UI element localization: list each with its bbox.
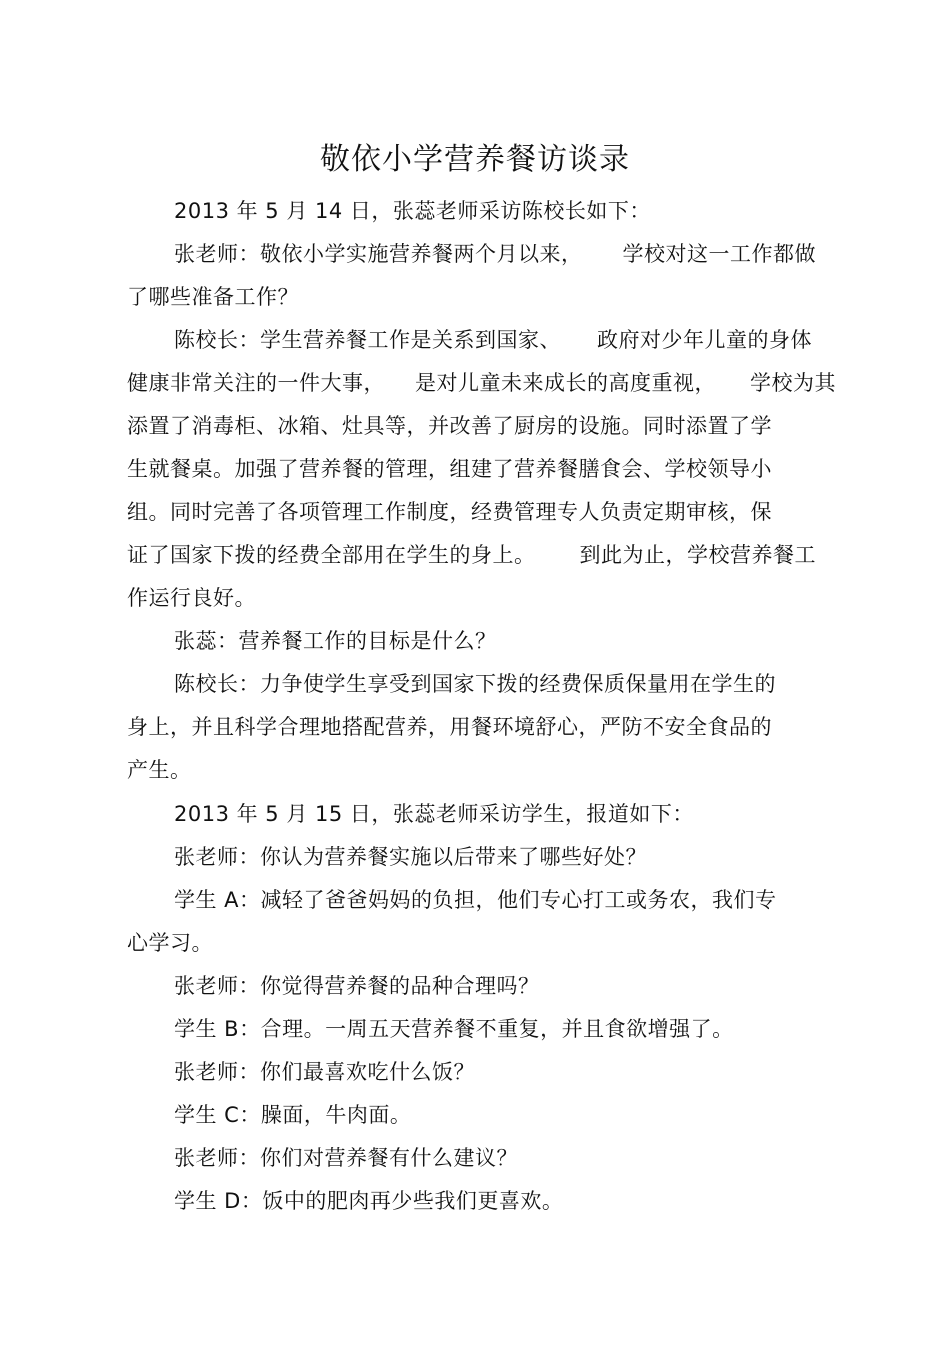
- text-segment: 张老师：敬依小学实施营养餐两个月以来，: [174, 242, 583, 266]
- paragraph-line: 张老师：你认为营养餐实施以后带来了哪些好处？: [174, 845, 647, 869]
- paragraph-line: 学生 B：合理。一周五天营养餐不重复，并且食欲增强了。: [174, 1017, 734, 1041]
- paragraph-line: 张蕊：营养餐工作的目标是什么？: [174, 629, 497, 653]
- paragraph-line: 了哪些准备工作？: [127, 285, 299, 309]
- paragraph-line: [127, 540, 816, 570]
- text-segment: 健康非常关注的一件大事，: [127, 371, 385, 395]
- interview-date-line-1: 2013 年 5 月 14 日，张蕊老师采访陈校长如下：: [174, 199, 651, 223]
- paragraph-line: 学生 D：饭中的肥肉再少些我们更喜欢。: [174, 1189, 564, 1213]
- paragraph-line: 张老师：你们对营养餐有什么建议？: [174, 1146, 518, 1170]
- text-segment: 是对儿童未来成长的高度重视，: [415, 371, 716, 395]
- paragraph-line: 心学习。: [127, 931, 213, 955]
- text-segment: 证了国家下拨的经费全部用在学生的身上。: [127, 543, 536, 567]
- text-segment: 学校对这一工作都做: [622, 242, 816, 266]
- document-title: 敬依小学营养餐访谈录: [320, 142, 630, 177]
- paragraph-line: 身上，并且科学合理地搭配营养，用餐环境舒心，严防不安全食品的: [127, 715, 772, 739]
- paragraph-line: 生就餐桌。加强了营养餐的管理，组建了营养餐膳食会、学校领导小: [127, 457, 772, 481]
- paragraph-line: 张老师：你们最喜欢吃什么饭？: [174, 1060, 475, 1084]
- paragraph-line: 陈校长：力争使学生享受到国家下拨的经费保质保量用在学生的: [174, 672, 776, 696]
- paragraph-line: 张老师：你觉得营养餐的品种合理吗？: [174, 974, 540, 998]
- paragraph-line: 学生 C：臊面，牛肉面。: [174, 1103, 412, 1127]
- text-segment: 陈校长：学生营养餐工作是关系到国家、: [174, 328, 561, 352]
- paragraph-line: [127, 368, 836, 398]
- interview-date-line-2: 2013 年 5 月 15 日，张蕊老师采访学生，报道如下：: [174, 802, 694, 826]
- paragraph-line: [174, 325, 812, 355]
- text-segment: 到此为止，学校营养餐工: [579, 543, 816, 567]
- paragraph-line: 组。同时完善了各项管理工作制度，经费管理专人负责定期审核，保: [127, 500, 772, 524]
- paragraph-line: 添置了消毒柜、冰箱、灶具等，并改善了厨房的设施。同时添置了学: [127, 414, 772, 438]
- paragraph-line: 学生 A：减轻了爸爸妈妈的负担，他们专心打工或务农，我们专: [174, 888, 777, 912]
- paragraph-line: [174, 239, 816, 269]
- text-segment: 政府对少年儿童的身体: [597, 328, 812, 352]
- text-segment: 学校为其: [750, 371, 836, 395]
- paragraph-line: 作运行良好。: [127, 586, 256, 610]
- paragraph-line: 产生。: [127, 758, 192, 782]
